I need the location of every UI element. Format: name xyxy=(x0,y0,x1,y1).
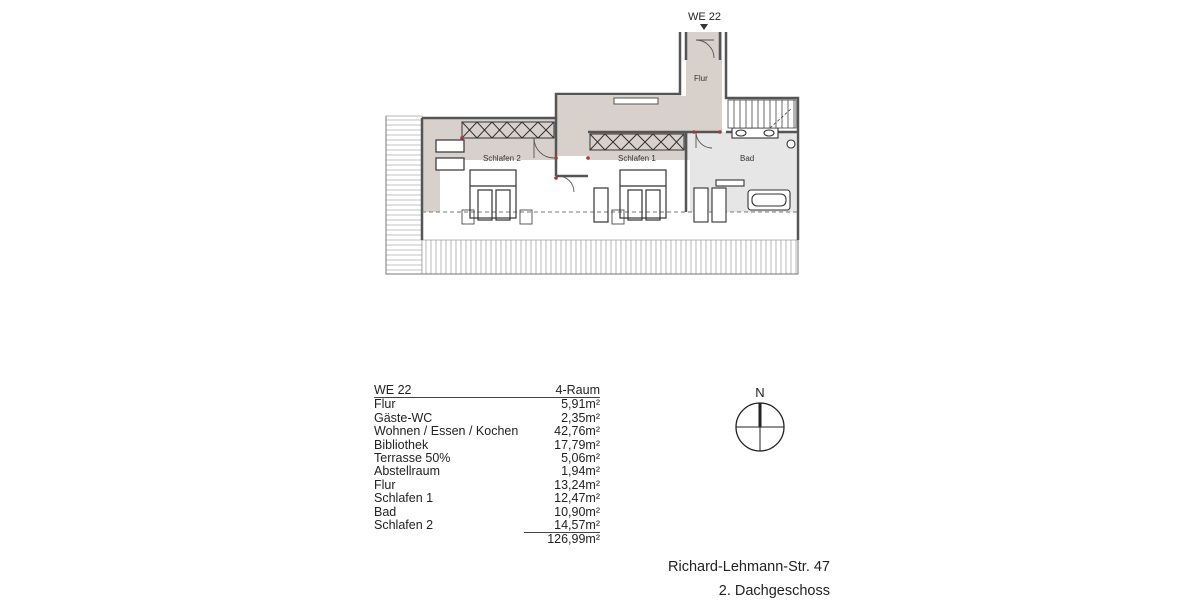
address-block xyxy=(620,555,830,603)
room-label-bad: Bad xyxy=(740,154,755,163)
table-row xyxy=(374,492,600,505)
room-label-flur: Flur xyxy=(694,74,708,83)
room-area: 2,35m² xyxy=(561,410,600,425)
staircase xyxy=(728,100,796,128)
roof-slope-bottom xyxy=(422,240,798,274)
table-total-row xyxy=(524,532,600,546)
table-row xyxy=(374,479,600,492)
table-total: 126,99m² xyxy=(547,532,600,547)
room-name: Wohnen / Essen / Kochen xyxy=(374,424,519,439)
compass-north-label: N xyxy=(755,385,765,400)
room-name: Flur xyxy=(374,397,396,412)
unit-label: WE 22 xyxy=(688,11,722,23)
room-name: Gäste-WC xyxy=(374,410,433,425)
entrance-arrow-icon xyxy=(700,24,708,30)
room-area: 12,47m² xyxy=(554,491,600,506)
skylight xyxy=(614,98,658,104)
room-area: 5,91m² xyxy=(561,397,600,412)
table-type: 4-Raum xyxy=(555,383,600,397)
room-area: 1,94m² xyxy=(561,464,600,479)
north-compass-icon xyxy=(728,384,792,454)
table-row xyxy=(374,452,600,465)
table-row xyxy=(374,519,600,532)
table-header xyxy=(374,384,600,398)
room-area: 10,90m² xyxy=(554,504,600,519)
table-row xyxy=(374,465,600,478)
room-name: Schlafen 2 xyxy=(374,518,434,533)
room-name: Abstellraum xyxy=(374,464,440,479)
room-name: Schlafen 1 xyxy=(374,491,434,506)
room-area: 14,57m² xyxy=(554,518,600,533)
room-area: 17,79m² xyxy=(554,437,600,452)
address-floor: 2. Dachgeschoss xyxy=(718,583,830,599)
room-name: Terrasse 50% xyxy=(374,451,451,466)
room-name: Bad xyxy=(374,504,397,519)
room-area: 13,24m² xyxy=(554,477,600,492)
table-row xyxy=(374,439,600,452)
address-street: Richard-Lehmann-Str. 47 xyxy=(668,559,830,575)
room-area: 42,76m² xyxy=(554,424,600,439)
table-row xyxy=(374,398,600,411)
area-table xyxy=(374,384,600,547)
table-row xyxy=(374,425,600,438)
room-area: 5,06m² xyxy=(561,451,600,466)
room-name: Flur xyxy=(374,477,396,492)
room-label-schlafen1: Schlafen 1 xyxy=(618,154,656,163)
room-label-schlafen2: Schlafen 2 xyxy=(483,154,521,163)
table-unit: WE 22 xyxy=(374,383,412,397)
table-row xyxy=(374,412,600,425)
roof-slope-left xyxy=(386,116,422,274)
table-row xyxy=(374,506,600,519)
room-name: Bibliothek xyxy=(374,437,429,452)
